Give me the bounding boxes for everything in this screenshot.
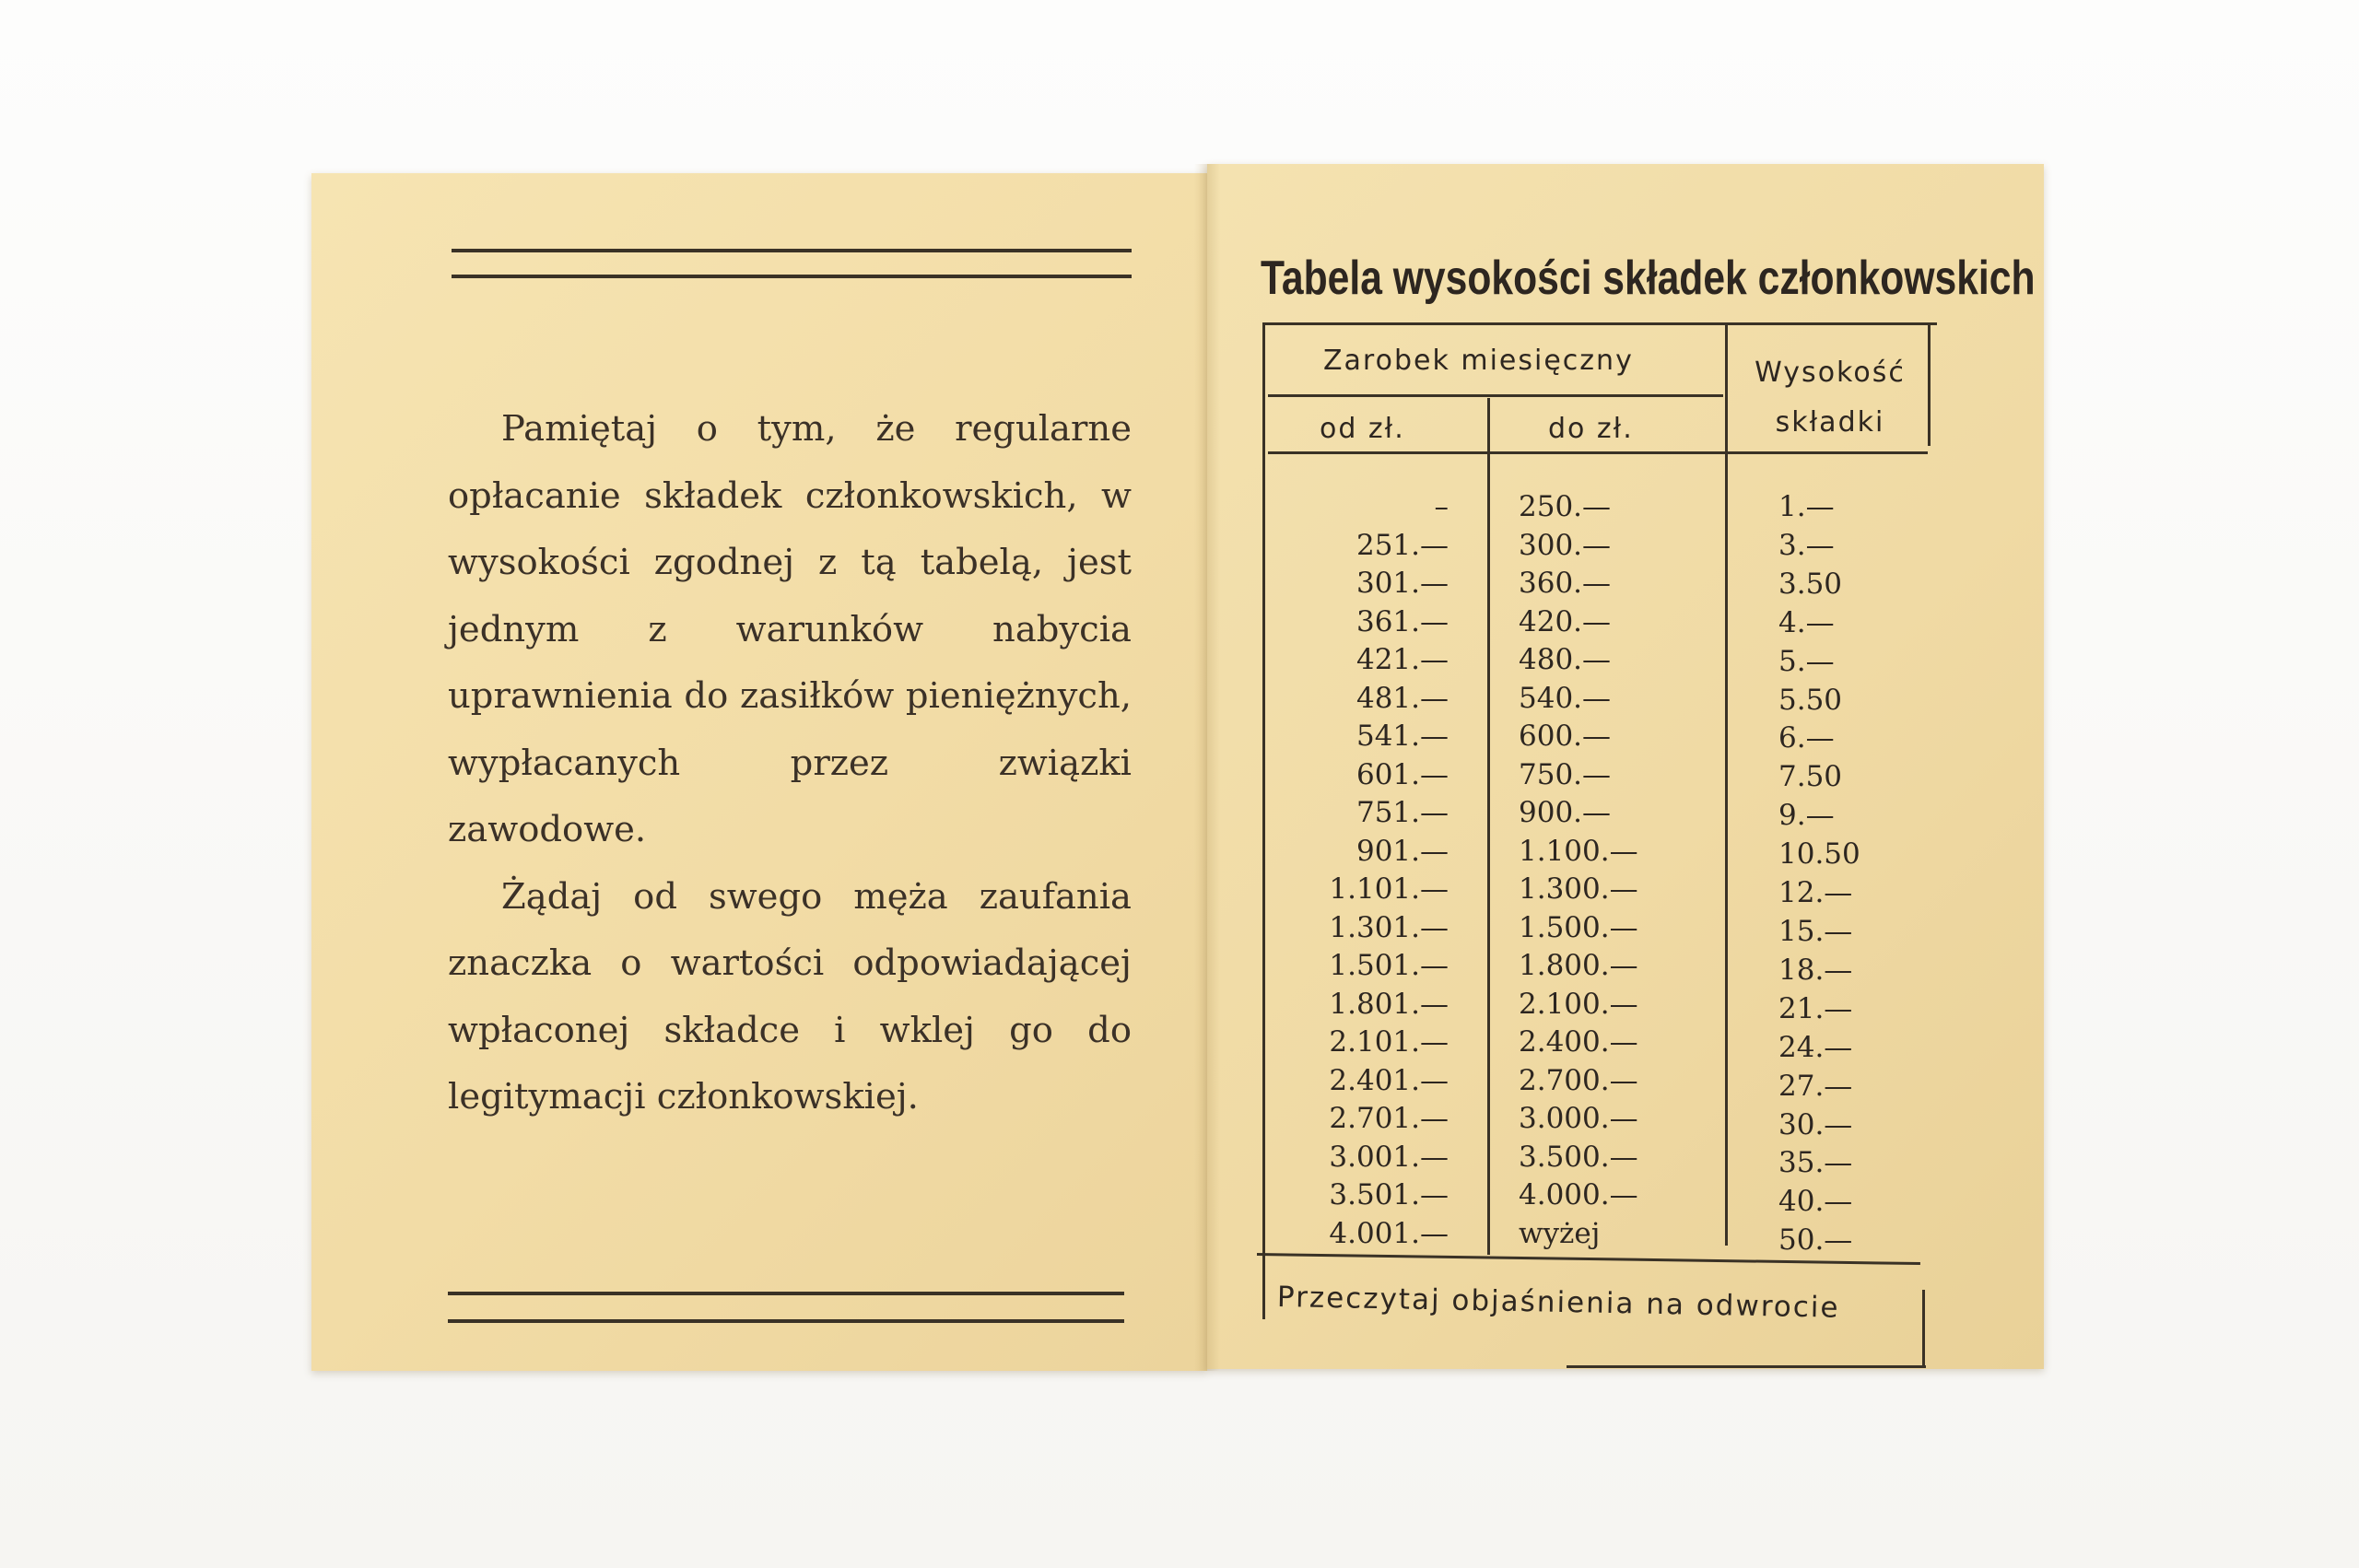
amount-cell: 12.—	[1778, 876, 1853, 910]
amount-cell: 5.50	[1778, 683, 1843, 717]
to-cell: 300.—	[1519, 528, 1612, 562]
from-cell: 3.501.—	[1329, 1178, 1449, 1211]
table-amount-divider	[1725, 324, 1728, 1246]
footer-bottom-rule	[1567, 1365, 1926, 1368]
footer-note: Przeczytaj objaśnienia na odwrocie	[1276, 1281, 1840, 1325]
to-cell: 1.100.—	[1519, 834, 1638, 868]
bottom-rule-2	[448, 1319, 1124, 1323]
to-cell: 2.100.—	[1519, 987, 1638, 1021]
table-title: Tabela wysokości składek członkowskich	[1261, 252, 2036, 305]
from-cell: 361.—	[1356, 604, 1449, 638]
amount-header	[1743, 348, 1917, 448]
from-cell: 1.101.—	[1329, 872, 1449, 906]
table-top-rule	[1262, 322, 1937, 325]
from-cell: 2.401.—	[1329, 1063, 1449, 1097]
from-column	[1309, 488, 1449, 1253]
to-cell: 4.000.—	[1519, 1178, 1638, 1211]
table-right-border	[1928, 324, 1931, 446]
from-cell: 421.—	[1356, 643, 1449, 676]
from-cell: 541.—	[1356, 720, 1449, 753]
from-cell: 1.501.—	[1329, 949, 1449, 982]
amount-cell: 10.50	[1778, 837, 1860, 872]
bottom-rule-1	[448, 1292, 1124, 1295]
to-cell: 2.400.—	[1519, 1025, 1638, 1059]
header-bottom-rule	[1268, 451, 1928, 454]
to-cell: 900.—	[1519, 796, 1612, 829]
to-cell: 1.800.—	[1519, 949, 1638, 982]
amount-cell: 50.—	[1778, 1223, 1853, 1258]
from-cell: –	[1434, 490, 1449, 523]
instructions-paragraph: Żądaj od swego męża zaufania znaczka o wartości odpowiadającej wpłaconej składce i wklej go do legitymacji członkowskiej.	[448, 875, 1132, 1117]
to-cell: 3.000.—	[1519, 1102, 1638, 1135]
amount-cell: 3.50	[1778, 567, 1843, 601]
from-to-divider	[1487, 398, 1490, 1255]
instructions-paragraph: Pamiętaj o tym, że regularne opłacanie składek członkowskich, w wysokości zgodnej z tą tabelą, jest jednym z warunków nabycia uprawnienia do zasiłków pieniężnych, wypłacanych przez związki zawodowe.	[448, 408, 1132, 850]
instructions-text	[448, 396, 1132, 1131]
from-cell: 2.101.—	[1329, 1025, 1449, 1059]
amount-header-label: Wysokość składki	[1755, 357, 1906, 439]
to-cell: 1.300.—	[1519, 872, 1638, 906]
to-cell: 480.—	[1519, 643, 1612, 676]
amount-cell: 4.—	[1778, 605, 1835, 639]
to-cell: 750.—	[1519, 757, 1612, 791]
amount-cell: 21.—	[1778, 991, 1853, 1025]
amount-cell: 24.—	[1778, 1030, 1853, 1064]
amount-cell: 30.—	[1778, 1107, 1853, 1141]
top-rule-1	[452, 249, 1132, 252]
from-cell: 751.—	[1356, 796, 1449, 829]
to-cell: 360.—	[1519, 567, 1612, 600]
amount-column	[1778, 488, 1880, 1260]
to-header: do zł.	[1548, 413, 1634, 445]
table-left-border	[1262, 324, 1265, 1319]
from-cell: 1.301.—	[1329, 910, 1449, 944]
amount-cell: 15.—	[1778, 914, 1853, 948]
from-cell: 1.801.—	[1329, 987, 1449, 1021]
from-cell: 901.—	[1356, 834, 1449, 868]
amount-cell: 18.—	[1778, 953, 1853, 987]
to-cell: 540.—	[1519, 681, 1612, 715]
from-cell: 601.—	[1356, 757, 1449, 791]
amount-cell: 5.—	[1778, 644, 1835, 678]
to-cell: 1.500.—	[1519, 910, 1638, 944]
amount-cell: 40.—	[1778, 1185, 1853, 1219]
amount-cell: 9.—	[1778, 799, 1835, 833]
amount-cell: 3.—	[1778, 528, 1835, 562]
footer-right-border	[1922, 1290, 1925, 1365]
from-cell: 4.001.—	[1329, 1216, 1449, 1250]
page-fold	[1194, 164, 1220, 1371]
amount-cell: 7.50	[1778, 760, 1843, 794]
top-rule-2	[452, 275, 1132, 278]
to-cell: 420.—	[1519, 604, 1612, 638]
from-cell: 301.—	[1356, 567, 1449, 600]
to-cell: 250.—	[1519, 490, 1612, 523]
from-cell: 251.—	[1356, 528, 1449, 562]
from-cell: 2.701.—	[1329, 1102, 1449, 1135]
from-header: od zł.	[1320, 413, 1405, 445]
earnings-header-rule	[1268, 394, 1723, 397]
amount-cell: 6.—	[1778, 721, 1835, 755]
amount-cell: 35.—	[1778, 1146, 1853, 1180]
to-cell: 3.500.—	[1519, 1140, 1638, 1174]
to-column	[1519, 488, 1675, 1253]
from-cell: 3.001.—	[1329, 1140, 1449, 1174]
amount-cell: 1.—	[1778, 490, 1835, 523]
amount-cell: 27.—	[1778, 1069, 1853, 1103]
to-cell: 600.—	[1519, 720, 1612, 753]
to-cell: wyżej	[1519, 1216, 1601, 1250]
earnings-header: Zarobek miesięczny	[1323, 345, 1634, 377]
from-cell: 481.—	[1356, 681, 1449, 715]
to-cell: 2.700.—	[1519, 1063, 1638, 1097]
